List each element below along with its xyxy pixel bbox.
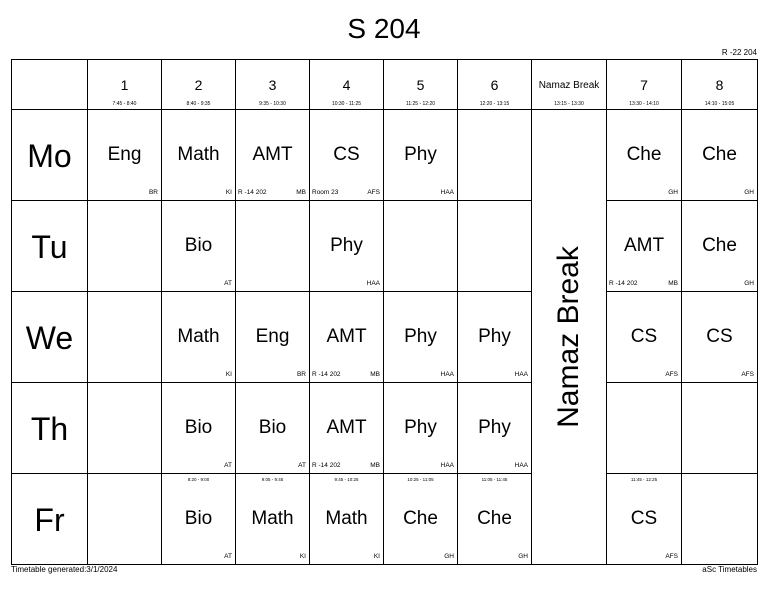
lesson-time: 9:05 - 9:45 — [261, 477, 284, 482]
period-time: 14:10 - 15:05 — [704, 101, 735, 107]
lesson-cell — [682, 474, 758, 565]
lesson-cell — [682, 110, 758, 201]
lesson-teacher: MB — [370, 462, 380, 469]
room-code: R -22 204 — [721, 48, 757, 57]
lesson-teacher: AFS — [741, 371, 754, 378]
lesson-teacher: AFS — [367, 189, 380, 196]
period-number: 3 — [268, 77, 277, 93]
lesson-subject: CS — [333, 144, 360, 165]
lesson-room: R -14 202 — [238, 189, 267, 196]
period-number: 4 — [342, 77, 351, 93]
lesson-subject: Math — [251, 508, 294, 529]
day-label-cell — [12, 201, 88, 292]
lesson-subject: CS — [630, 508, 658, 529]
lesson-subject: Phy — [330, 235, 363, 256]
lesson-teacher: KI — [299, 553, 306, 560]
lesson-teacher: AT — [224, 462, 232, 469]
period-header — [88, 60, 162, 110]
lesson-room: R -14 202 — [609, 280, 638, 287]
day-row — [12, 110, 758, 201]
lesson-teacher: GH — [518, 553, 528, 560]
period-header — [384, 60, 458, 110]
lesson-subject: CS — [706, 326, 733, 347]
lesson-subject: Bio — [184, 417, 213, 438]
lesson-teacher: MB — [370, 371, 380, 378]
period-time: 13:30 - 14:10 — [629, 101, 659, 107]
period-number: 6 — [490, 77, 499, 93]
day-label-cell — [12, 292, 88, 383]
lesson-teacher: BR — [148, 189, 158, 196]
day-name: Fr — [34, 502, 65, 538]
lesson-subject: Math — [177, 326, 220, 347]
lesson-teacher: AT — [224, 553, 232, 560]
lesson-cell — [310, 201, 384, 292]
lesson-cell — [458, 201, 532, 292]
period-number: 8 — [715, 77, 724, 93]
lesson-cell — [162, 292, 236, 383]
lesson-cell — [607, 201, 682, 292]
day-name: We — [25, 320, 74, 356]
lesson-subject: Che — [702, 235, 737, 256]
lesson-subject: AMT — [252, 144, 293, 165]
lesson-teacher: GH — [744, 280, 754, 287]
lesson-cell — [88, 292, 162, 383]
day-row — [12, 292, 758, 383]
day-row — [12, 474, 758, 565]
lesson-room: R -14 202 — [312, 462, 341, 469]
lesson-cell — [384, 474, 458, 565]
lesson-subject: Phy — [404, 144, 437, 165]
lesson-cell — [162, 474, 236, 565]
lesson-cell — [310, 110, 384, 201]
lesson-subject: Phy — [478, 326, 511, 347]
lesson-cell — [236, 383, 310, 474]
day-name: Th — [30, 411, 69, 447]
lesson-teacher: AFS — [665, 553, 678, 560]
lesson-cell — [88, 383, 162, 474]
lesson-cell — [458, 292, 532, 383]
period-header — [236, 60, 310, 110]
period-number: 5 — [416, 77, 425, 93]
lesson-subject: CS — [630, 326, 658, 347]
period-time: 9:35 - 10:30 — [259, 101, 286, 107]
lesson-subject: AMT — [326, 417, 367, 438]
lesson-subject: Che — [403, 508, 438, 529]
lesson-subject: Che — [702, 144, 737, 165]
lesson-teacher: HAA — [440, 462, 454, 469]
period-time: 8:40 - 9:35 — [186, 101, 211, 107]
lesson-teacher: GH — [668, 189, 678, 196]
lesson-room: Room 23 — [312, 189, 339, 196]
lesson-teacher: AFS — [665, 371, 678, 378]
lesson-cell — [607, 292, 682, 383]
lesson-cell — [162, 201, 236, 292]
lesson-cell — [682, 292, 758, 383]
lesson-cell — [607, 474, 682, 565]
lesson-cell — [384, 110, 458, 201]
lesson-teacher: MB — [296, 189, 306, 196]
lesson-teacher: BR — [296, 371, 306, 378]
period-time: 13:15 - 13:30 — [554, 101, 584, 107]
lesson-cell — [458, 383, 532, 474]
lesson-subject: Eng — [255, 326, 290, 347]
period-time: 7:45 - 8:40 — [112, 101, 137, 107]
lesson-teacher: HAA — [440, 189, 454, 196]
lesson-cell — [682, 383, 758, 474]
lesson-subject: Che — [626, 144, 662, 165]
lesson-cell — [88, 474, 162, 565]
lesson-subject: AMT — [623, 235, 665, 256]
page-title: S 204 — [347, 13, 421, 44]
lesson-cell — [88, 201, 162, 292]
lesson-teacher: HAA — [514, 462, 528, 469]
period-header — [310, 60, 384, 110]
period-time: 12:20 - 13:15 — [479, 101, 510, 107]
lesson-teacher: HAA — [366, 280, 380, 287]
lesson-teacher: HAA — [440, 371, 454, 378]
lesson-subject: Eng — [107, 144, 142, 165]
lesson-cell — [310, 383, 384, 474]
lesson-time: 9:45 - 10:25 — [334, 477, 359, 482]
generated-note: Timetable generated:3/1/2024 — [11, 565, 118, 574]
period-time: 10:30 - 11:25 — [331, 101, 362, 107]
lesson-time: 8:20 - 9:00 — [187, 477, 210, 482]
lesson-subject: Phy — [404, 326, 437, 347]
day-row — [12, 201, 758, 292]
lesson-subject: Phy — [478, 417, 511, 438]
lesson-room: R -14 202 — [312, 371, 341, 378]
lesson-subject: Che — [477, 508, 512, 529]
lesson-subject: Math — [177, 144, 220, 165]
lesson-teacher: KI — [373, 553, 380, 560]
brand-label: aSc Timetables — [702, 565, 757, 574]
timetable — [11, 59, 758, 565]
lesson-cell — [162, 110, 236, 201]
period-time: 11:25 - 12:20 — [405, 101, 436, 107]
lesson-teacher: AT — [224, 280, 232, 287]
day-name: Mo — [27, 138, 72, 174]
lesson-subject: Phy — [404, 417, 437, 438]
period-header — [607, 60, 682, 110]
lesson-subject: Bio — [184, 235, 213, 256]
day-label-cell — [12, 110, 88, 201]
lesson-teacher: KI — [225, 189, 232, 196]
day-name: Tu — [31, 229, 68, 265]
lesson-cell — [458, 110, 532, 201]
period-number: 7 — [640, 77, 648, 93]
lesson-cell — [384, 383, 458, 474]
lesson-cell — [236, 292, 310, 383]
period-header — [458, 60, 532, 110]
lesson-cell — [607, 110, 682, 201]
corner-cell — [12, 60, 88, 110]
period-header — [162, 60, 236, 110]
period-number: 2 — [194, 77, 203, 93]
lesson-subject: Bio — [258, 417, 287, 438]
lesson-cell — [607, 383, 682, 474]
lesson-teacher: HAA — [514, 371, 528, 378]
namaz-break-label: Namaz Break — [552, 246, 585, 428]
lesson-time: 10:25 - 11:05 — [407, 477, 434, 482]
lesson-subject: Bio — [184, 508, 213, 529]
day-row — [12, 383, 758, 474]
header-row — [12, 60, 758, 110]
lesson-cell — [236, 110, 310, 201]
lesson-time: 11:45 - 12:25 — [630, 477, 658, 482]
namaz-break-cell — [532, 110, 607, 565]
lesson-teacher: GH — [444, 553, 454, 560]
day-label-cell — [12, 474, 88, 565]
lesson-cell — [310, 292, 384, 383]
lesson-cell — [236, 201, 310, 292]
lesson-cell — [458, 474, 532, 565]
lesson-subject: AMT — [326, 326, 367, 347]
lesson-cell — [310, 474, 384, 565]
lesson-teacher: MB — [668, 280, 678, 287]
lesson-teacher: KI — [225, 371, 232, 378]
lesson-teacher: GH — [744, 189, 754, 196]
period-header — [532, 60, 607, 110]
period-header — [682, 60, 758, 110]
lesson-cell — [384, 292, 458, 383]
lesson-subject: Math — [325, 508, 368, 529]
period-number: 1 — [120, 77, 129, 93]
lesson-time: 11:05 - 11:45 — [481, 477, 508, 482]
lesson-cell — [384, 201, 458, 292]
lesson-cell — [682, 201, 758, 292]
period-number: Namaz Break — [538, 80, 600, 91]
lesson-cell — [236, 474, 310, 565]
lesson-cell — [162, 383, 236, 474]
lesson-teacher: AT — [298, 462, 306, 469]
day-label-cell — [12, 383, 88, 474]
lesson-cell — [88, 110, 162, 201]
